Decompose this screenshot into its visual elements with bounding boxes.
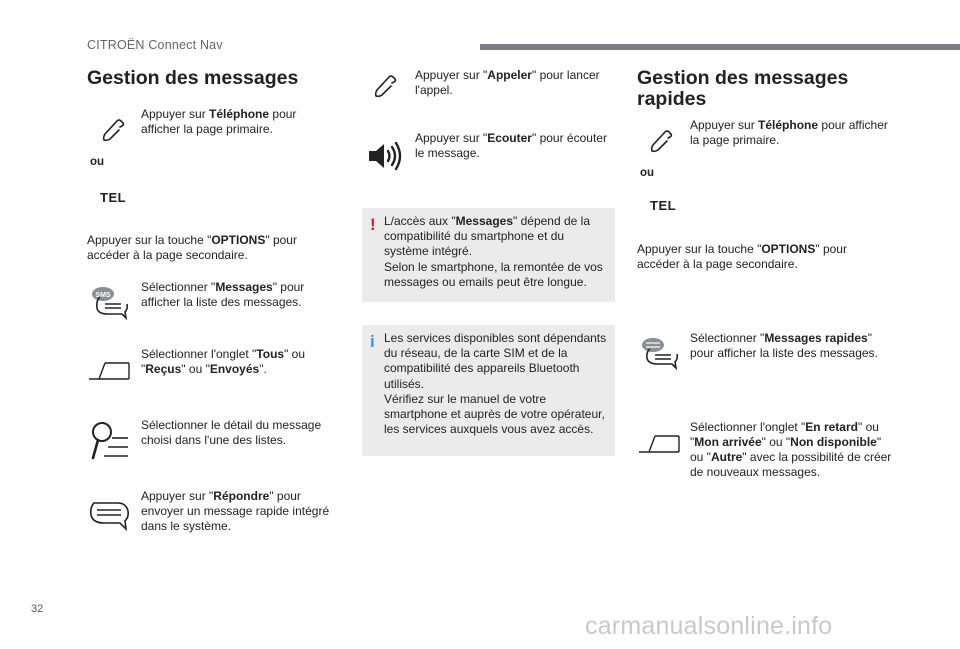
step-call: Appuyer sur "Appeler" pour lancer l'appel. [415, 68, 600, 97]
header-title: CITROËN Connect Nav [87, 38, 223, 52]
step-select-tab: Sélectionner l'onglet "En retard" ou "Mon arrivée" ou "Non disponible" ou "Autre" avec la possibilité de créer de nouveaux messages. [690, 420, 892, 479]
tab-icon [637, 434, 681, 456]
info-text: Les services disponibles sont dépendants du réseau, de la carte SIM et de la compatibilité des appareils Bluetooth utilisés. Vérifiez sur le manuel de votre smartphone et auprès de votre opérateur, les services auxquels vous avez accès. [384, 331, 607, 437]
sms-messages-icon [88, 284, 130, 320]
step-reply: Appuyer sur "Répondre" pour envoyer un message rapide intégré dans le système. [141, 489, 330, 533]
call-icon [372, 73, 398, 99]
step-select-tab: Sélectionner l'onglet "Tous" ou "Reçus" ou "Envoyés". [141, 347, 306, 376]
speaker-icon [367, 141, 403, 171]
step-telephone: Appuyer sur Téléphone pour afficher la page primaire. [690, 118, 888, 147]
info-icon: i [370, 332, 375, 351]
step-telephone: Appuyer sur Téléphone pour afficher la page primaire. [141, 107, 297, 136]
warning-note [362, 208, 615, 302]
section-heading-messages: Gestion des messages [87, 67, 299, 89]
step-select-detail: Sélectionner le détail du message choisi dans l'une des listes. [141, 418, 322, 447]
step-listen: Appuyer sur "Ecouter" pour écouter le message. [415, 131, 607, 160]
step-options: Appuyer sur la touche "OPTIONS" pour accéder à la page secondaire. [637, 242, 847, 271]
step-select-messages: Sélectionner "Messages" pour afficher la liste des messages. [141, 280, 305, 309]
page-number: 32 [31, 603, 44, 615]
step-select-quick-messages: Sélectionner "Messages rapides" pour afficher la liste des messages. [690, 331, 878, 360]
section-heading-quick-messages: Gestion des messages rapides [637, 67, 849, 110]
warning-icon: ! [370, 215, 376, 234]
header-bar [480, 44, 960, 50]
watermark: carmanualsonline.info [585, 612, 833, 640]
tab-icon [87, 361, 131, 383]
tel-key-label: TEL [650, 198, 677, 213]
reply-message-icon [88, 497, 130, 531]
info-note [362, 325, 615, 456]
or-label: ou [90, 156, 105, 168]
warning-text: L/accès aux "Messages" dépend de la compatibilité du smartphone et du système intégré. Selon le smartphone, la remontée de vos messages ou emails peut être longue. [384, 214, 603, 289]
quick-messages-icon [638, 336, 680, 370]
phone-icon [100, 117, 126, 143]
step-options: Appuyer sur la touche "OPTIONS" pour accéder à la page secondaire. [87, 233, 297, 262]
message-detail-icon [90, 420, 130, 462]
or-label: ou [640, 167, 655, 179]
tel-key-label: TEL [100, 190, 127, 205]
phone-icon [648, 128, 674, 154]
sms-badge-text: SMS [95, 292, 111, 299]
